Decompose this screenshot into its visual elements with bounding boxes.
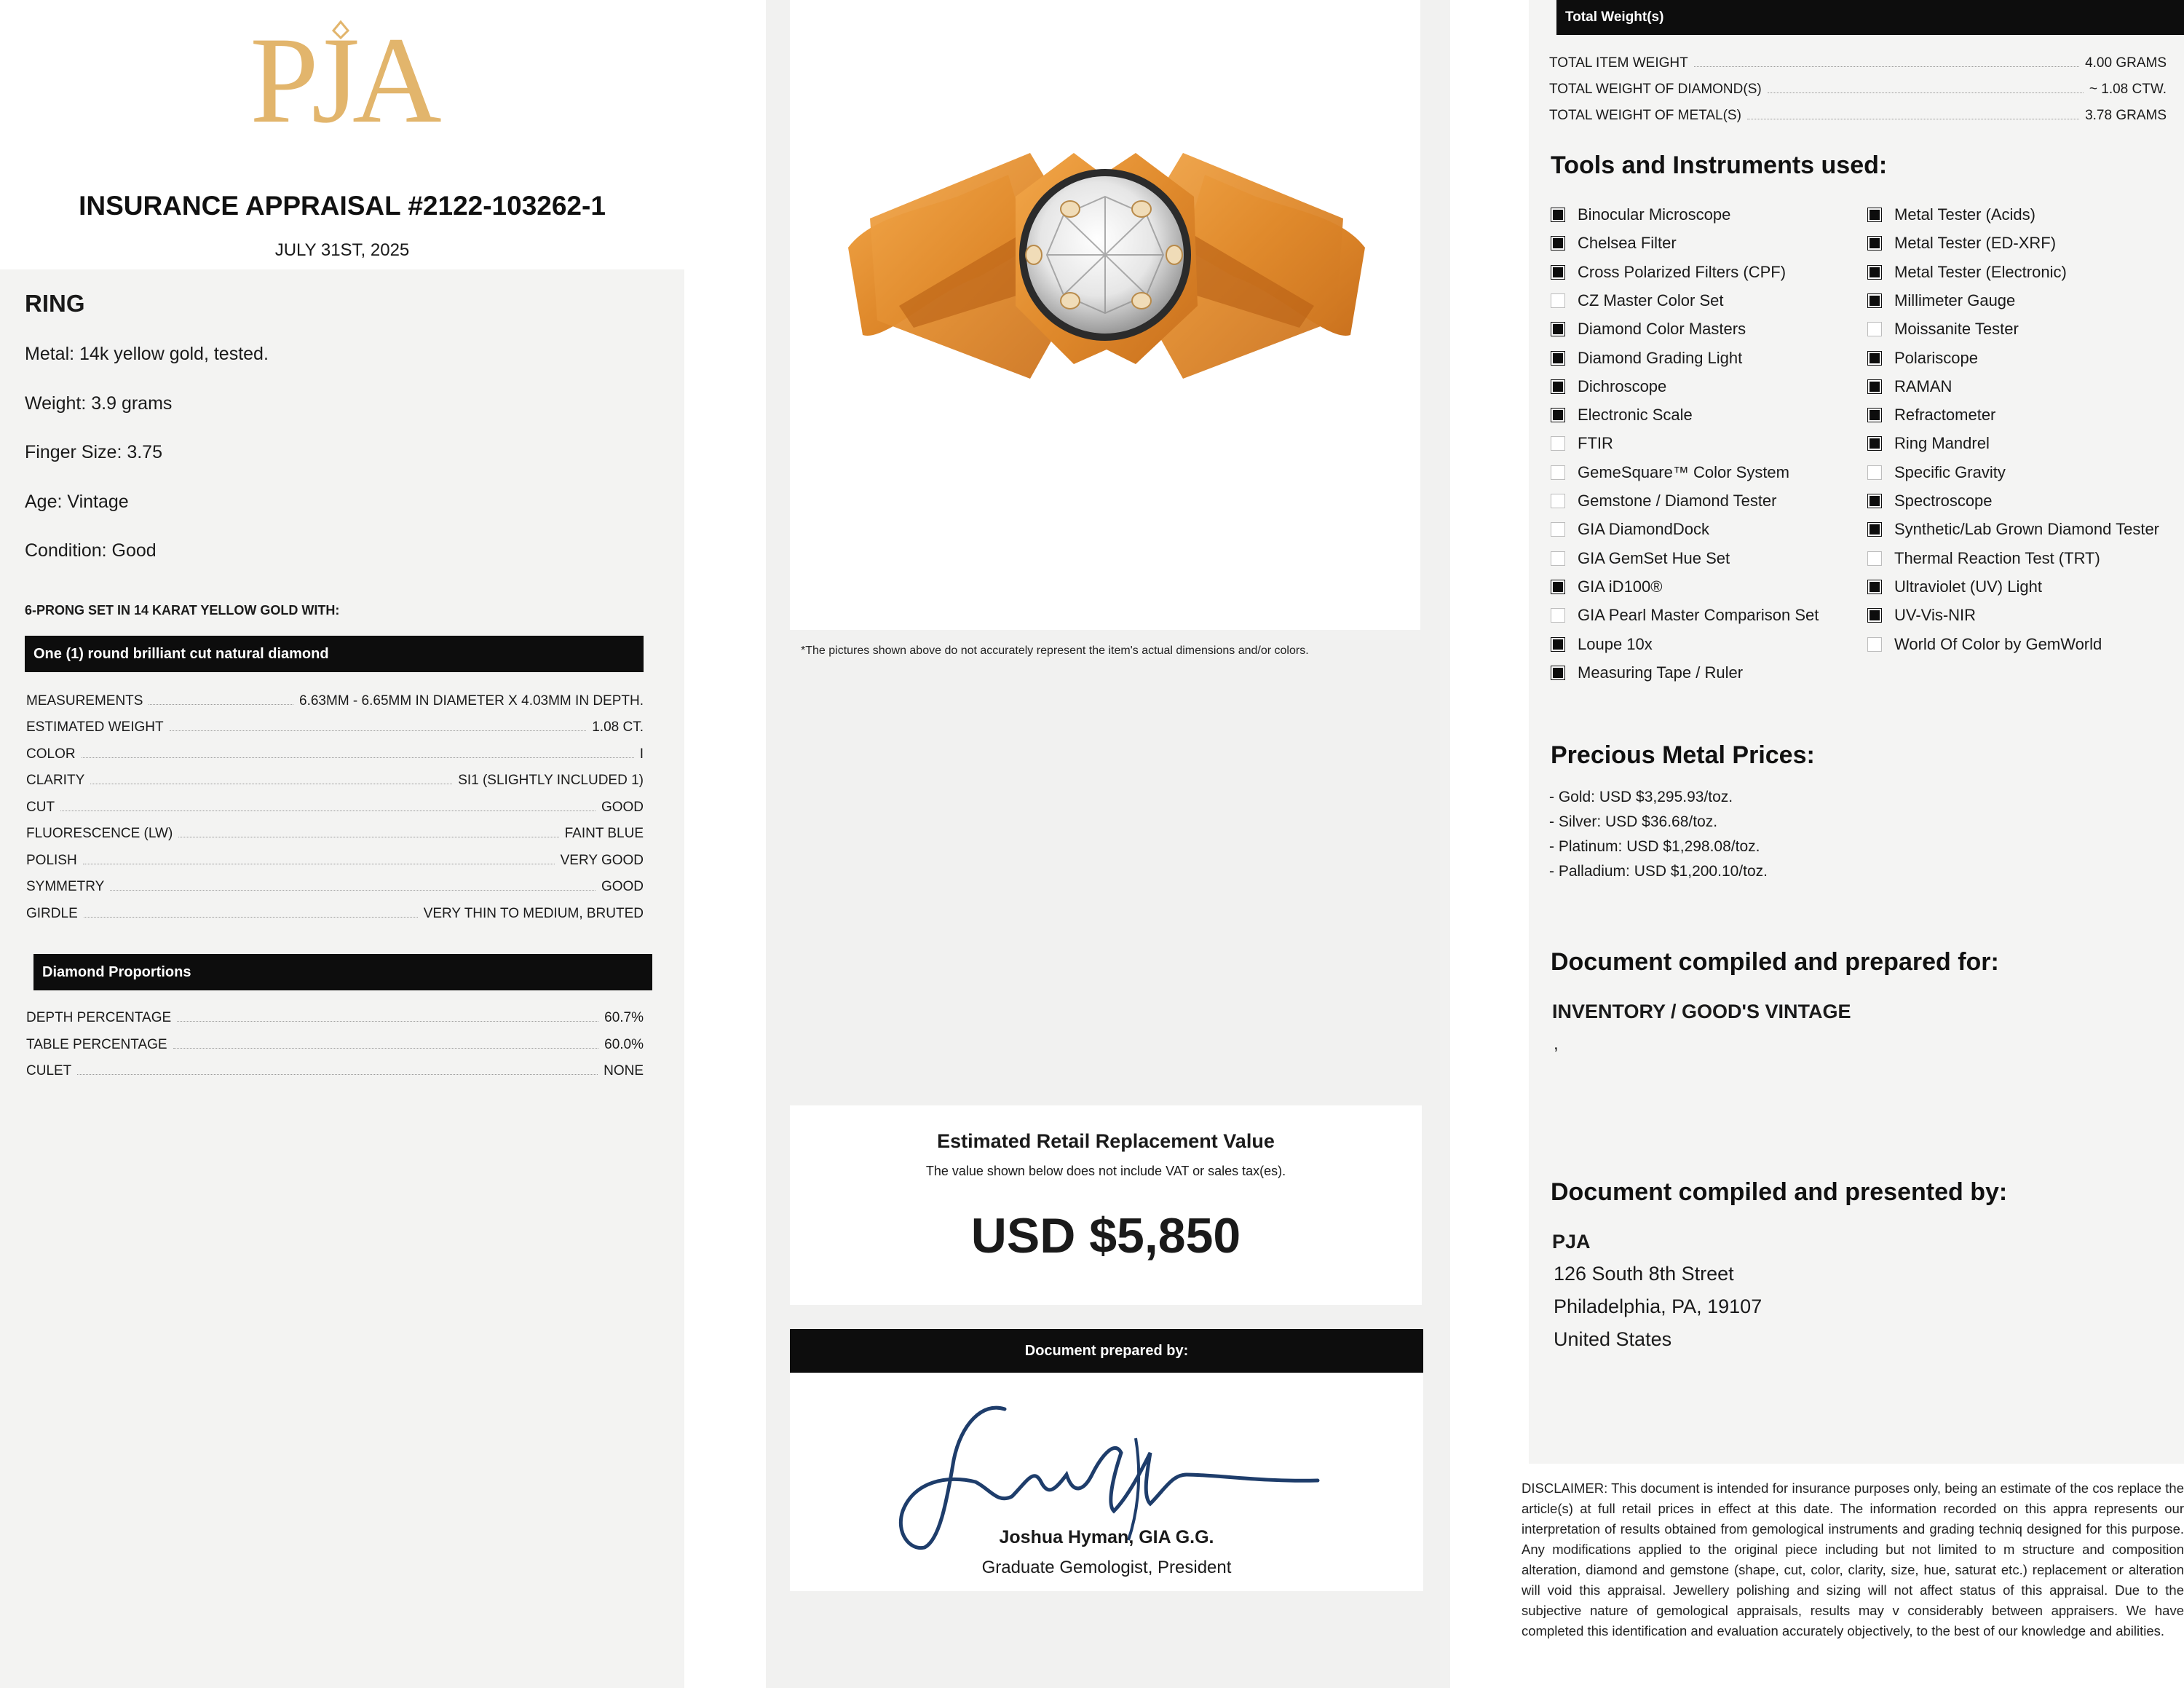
metal-prices-header: Precious Metal Prices: <box>1551 741 1815 769</box>
tool-label: GIA Pearl Master Comparison Set <box>1578 606 1819 625</box>
tool-label: GIA DiamondDock <box>1578 520 1709 539</box>
checked-box-icon <box>1551 208 1565 222</box>
price-platinum: - Platinum: USD $1,298.08/toz. <box>1549 838 1760 855</box>
checked-box-icon <box>1867 379 1882 394</box>
tool-item <box>1867 349 1978 368</box>
row-label: FLUORESCENCE (LW) <box>26 826 173 841</box>
checked-box-icon <box>1551 580 1565 594</box>
value-card <box>790 1105 1422 1305</box>
unchecked-box-icon <box>1551 293 1565 308</box>
diamond-header-bar <box>25 636 644 672</box>
unchecked-box-icon <box>1551 608 1565 623</box>
preparer-header-bar <box>790 1329 1423 1373</box>
tool-item <box>1867 406 1995 425</box>
tool-item <box>1551 205 1730 224</box>
address-line: 126 South 8th Street <box>1554 1263 1734 1285</box>
tool-label: Dichroscope <box>1578 376 1667 395</box>
tool-label: Gemstone / Diamond Tester <box>1578 492 1777 510</box>
row-value: VERY GOOD <box>560 853 644 868</box>
checked-box-icon <box>1551 351 1565 366</box>
row-label: CLARITY <box>26 773 85 788</box>
checked-box-icon <box>1551 637 1565 652</box>
tool-label: Chelsea Filter <box>1578 234 1677 253</box>
tool-item <box>1551 349 1742 368</box>
tool-label: CZ Master Color Set <box>1578 291 1724 309</box>
row-value: GOOD <box>601 800 644 815</box>
logo-text: PJA <box>250 12 435 149</box>
diamond-row <box>26 906 644 922</box>
tool-label: Millimeter Gauge <box>1894 291 2016 309</box>
unchecked-box-icon <box>1551 522 1565 537</box>
tool-item <box>1551 635 1653 654</box>
checked-box-icon <box>1551 666 1565 680</box>
diamond-row <box>26 693 644 709</box>
checked-box-icon <box>1867 351 1882 366</box>
value-title: Estimated Retail Replacement Value <box>937 1130 1275 1152</box>
tool-item <box>1867 577 2042 596</box>
checked-box-icon <box>1551 265 1565 280</box>
tool-item <box>1867 205 2035 224</box>
proportions-header-text: Diamond Proportions <box>42 963 191 980</box>
tool-item <box>1551 577 1663 596</box>
price-gold: - Gold: USD $3,295.93/toz. <box>1549 789 1733 805</box>
tool-item <box>1551 492 1777 510</box>
tool-item <box>1551 463 1789 482</box>
tool-item <box>1867 549 2100 568</box>
diamond-header-text: One (1) round brilliant cut natural diamond <box>33 645 329 662</box>
unchecked-box-icon <box>1867 637 1882 652</box>
tool-label: Metal Tester (Electronic) <box>1894 262 2067 281</box>
row-value: 1.08 CT. <box>592 719 644 735</box>
spec-age: Age: Vintage <box>25 492 129 512</box>
proportion-row <box>26 1063 644 1079</box>
unchecked-box-icon <box>1551 551 1565 566</box>
prepared-for-name: INVENTORY / GOOD'S VINTAGE <box>1552 1001 1851 1022</box>
spec-metal: Metal: 14k yellow gold, tested. <box>25 344 269 364</box>
tool-label: Synthetic/Lab Grown Diamond Tester <box>1894 520 2159 539</box>
tool-label: Cross Polarized Filters (CPF) <box>1578 262 1787 281</box>
row-label: POLISH <box>26 853 77 868</box>
tool-label: Metal Tester (Acids) <box>1894 205 2035 224</box>
diamond-row <box>26 800 644 816</box>
row-value: 3.78 GRAMS <box>2085 108 2167 123</box>
value-amount: USD $5,850 <box>970 1208 1241 1263</box>
checked-box-icon <box>1551 408 1565 422</box>
ring-illustration <box>790 0 1420 630</box>
preparer-card <box>790 1329 1423 1591</box>
row-value: 60.0% <box>604 1037 644 1052</box>
tool-item <box>1867 606 1976 625</box>
row-value: ~ 1.08 CTW. <box>2089 82 2167 97</box>
tool-item <box>1551 291 1724 310</box>
checked-box-icon <box>1867 522 1882 537</box>
tool-label: Refractometer <box>1894 406 1996 425</box>
tool-item <box>1551 663 1743 682</box>
tool-label: RAMAN <box>1894 376 1952 395</box>
tool-label: Ultraviolet (UV) Light <box>1894 577 2042 596</box>
checked-box-icon <box>1867 408 1882 422</box>
pja-logo <box>240 12 444 149</box>
row-value: 60.7% <box>604 1010 644 1025</box>
checked-box-icon <box>1867 580 1882 594</box>
checked-box-icon <box>1867 236 1882 251</box>
row-value: FAINT BLUE <box>564 826 644 841</box>
tool-label: Spectroscope <box>1894 492 1993 510</box>
tool-label: Thermal Reaction Test (TRT) <box>1894 548 2100 567</box>
diamond-row <box>26 879 644 895</box>
tool-label: UV-Vis-NIR <box>1894 606 1977 625</box>
photo-disclaimer: *The pictures shown above do not accurately represent the item's actual dimensions and/or colors. <box>801 644 1309 657</box>
row-label: SYMMETRY <box>26 879 105 894</box>
tool-label: Measuring Tape / Ruler <box>1578 663 1744 682</box>
tool-item <box>1867 291 2015 310</box>
preparer-name: Joshua Hyman, GIA G.G. <box>999 1527 1214 1547</box>
checked-box-icon <box>1867 494 1882 508</box>
row-value: I <box>639 746 644 762</box>
tool-item <box>1551 406 1693 425</box>
prepared-for-extra: , <box>1554 1034 1559 1054</box>
setting-description: 6-PRONG SET IN 14 KARAT YELLOW GOLD WITH: <box>25 603 340 618</box>
checked-box-icon <box>1551 236 1565 251</box>
tool-label: Metal Tester (ED-XRF) <box>1894 234 2057 253</box>
tool-label: GIA iD100® <box>1578 577 1663 596</box>
presented-by-name: PJA <box>1552 1231 1591 1253</box>
unchecked-box-icon <box>1551 436 1565 451</box>
row-label: GIRDLE <box>26 906 78 921</box>
prepared-for-header: Document compiled and prepared for: <box>1551 948 1999 976</box>
unchecked-box-icon <box>1551 494 1565 508</box>
value-subtitle: The value shown below does not include VAT or sales tax(es). <box>925 1164 1286 1178</box>
spec-condition: Condition: Good <box>25 540 157 561</box>
tool-item <box>1867 635 2102 654</box>
row-label: TOTAL ITEM WEIGHT <box>1549 55 1688 71</box>
checked-box-icon <box>1867 293 1882 308</box>
row-label: COLOR <box>26 746 76 762</box>
row-value: VERY THIN TO MEDIUM, BRUTED <box>423 906 644 921</box>
tool-item <box>1867 320 2019 339</box>
price-silver: - Silver: USD $36.68/toz. <box>1549 813 1718 830</box>
row-value: GOOD <box>601 879 644 894</box>
checked-box-icon <box>1867 436 1882 451</box>
tool-item <box>1867 434 1990 453</box>
checked-box-icon <box>1551 379 1565 394</box>
tool-item <box>1551 320 1746 339</box>
diamond-row <box>26 853 644 869</box>
checked-box-icon <box>1551 322 1565 336</box>
checked-box-icon <box>1867 208 1882 222</box>
tool-item <box>1551 234 1677 253</box>
tool-label: Polariscope <box>1894 348 1978 367</box>
unchecked-box-icon <box>1867 322 1882 336</box>
checked-box-icon <box>1867 608 1882 623</box>
proportion-row <box>26 1010 644 1026</box>
tool-item <box>1551 377 1666 396</box>
tool-item <box>1551 520 1709 539</box>
disclaimer-text: DISCLAIMER: This document is intended for insurance purposes only, being an estimate of the cos replace the article(s) at full retail prices in effect at this date. The information recorded on this appra represents our interpretation of results obtained from gemological instruments and grading techniq designed for this purpose. Any modifications applied to the original piece including but not limited to m structure and composition alteration, diamond and gemstone (shape, cut, color, clarity, size, hue, saturat etc.) replacement or alteration will void this appraisal. Jewellery polishing and sizing will not affect status of this appraisal. Due to the subjective nature of gemological appraisals, results may v considerably between appraisers. We have completed this identification and evaluation accurately objectively, to the best of our knowledge and abilities. <box>1522 1480 2184 1638</box>
row-value: 6.63MM - 6.65MM IN DIAMETER X 4.03MM IN DEPTH. <box>299 693 644 709</box>
unchecked-box-icon <box>1867 465 1882 480</box>
row-value: SI1 (SLIGHTLY INCLUDED 1) <box>458 773 644 788</box>
unchecked-box-icon <box>1867 551 1882 566</box>
diamond-row <box>26 719 644 735</box>
preparer-title: Graduate Gemologist, President <box>981 1558 1232 1577</box>
tool-label: Specific Gravity <box>1894 462 2006 481</box>
tool-item <box>1867 377 1952 396</box>
tools-header: Tools and Instruments used: <box>1551 151 1888 179</box>
row-label: TOTAL WEIGHT OF DIAMOND(S) <box>1549 82 1762 97</box>
row-label: ESTIMATED WEIGHT <box>26 719 164 735</box>
tool-item <box>1867 520 2159 539</box>
tool-item <box>1551 434 1613 453</box>
row-label: CUT <box>26 800 55 815</box>
diamond-row <box>26 773 644 789</box>
tool-label: Moissanite Tester <box>1894 320 2019 339</box>
spec-finger-size: Finger Size: 3.75 <box>25 442 162 462</box>
address-line: United States <box>1554 1328 1672 1350</box>
row-label: MEASUREMENTS <box>26 693 143 709</box>
tool-item <box>1867 234 2056 253</box>
appraisal-date: JULY 31ST, 2025 <box>274 240 410 260</box>
preparer-header-text: Document prepared by: <box>1024 1342 1189 1359</box>
weight-row <box>1549 108 2167 124</box>
tool-label: Electronic Scale <box>1578 406 1693 425</box>
weight-row <box>1549 82 2167 98</box>
tool-item <box>1551 263 1786 282</box>
proportion-row <box>26 1037 644 1053</box>
tool-item <box>1867 263 2067 282</box>
tool-label: Binocular Microscope <box>1578 205 1731 224</box>
tool-item <box>1551 549 1730 568</box>
address-line: Philadelphia, PA, 19107 <box>1554 1295 1762 1317</box>
tool-label: World Of Color by GemWorld <box>1894 634 2102 653</box>
tool-label: Diamond Grading Light <box>1578 348 1743 367</box>
row-label: TABLE PERCENTAGE <box>26 1037 167 1052</box>
unchecked-box-icon <box>1551 465 1565 480</box>
row-value: 4.00 GRAMS <box>2085 55 2167 71</box>
tool-label: Diamond Color Masters <box>1578 320 1746 339</box>
tool-label: GemeSquare™ Color System <box>1578 462 1789 481</box>
total-weights-header-bar <box>1556 0 2184 35</box>
tool-label: GIA GemSet Hue Set <box>1578 548 1730 567</box>
ring-photo <box>790 0 1420 630</box>
appraisal-title: INSURANCE APPRAISAL #2122-103262-1 <box>79 191 606 221</box>
weight-row <box>1549 55 2167 71</box>
row-value: NONE <box>604 1063 644 1078</box>
proportions-header-bar <box>33 954 652 990</box>
tool-label: Ring Mandrel <box>1894 434 1990 453</box>
row-label: TOTAL WEIGHT OF METAL(S) <box>1549 108 1741 123</box>
spec-weight: Weight: 3.9 grams <box>25 393 173 414</box>
presented-by-header: Document compiled and presented by: <box>1551 1178 2008 1206</box>
checked-box-icon <box>1867 265 1882 280</box>
tool-item <box>1551 606 1819 625</box>
diamond-row <box>26 826 644 842</box>
tool-label: FTIR <box>1578 434 1613 453</box>
row-label: CULET <box>26 1063 72 1078</box>
tool-item <box>1867 463 2006 482</box>
tool-label: Loupe 10x <box>1578 634 1653 653</box>
item-type: RING <box>25 290 85 317</box>
tool-item <box>1867 492 1993 510</box>
price-palladium: - Palladium: USD $1,200.10/toz. <box>1549 863 1768 880</box>
diamond-row <box>26 746 644 762</box>
total-weights-header-text: Total Weight(s) <box>1565 9 1664 25</box>
row-label: DEPTH PERCENTAGE <box>26 1010 172 1025</box>
